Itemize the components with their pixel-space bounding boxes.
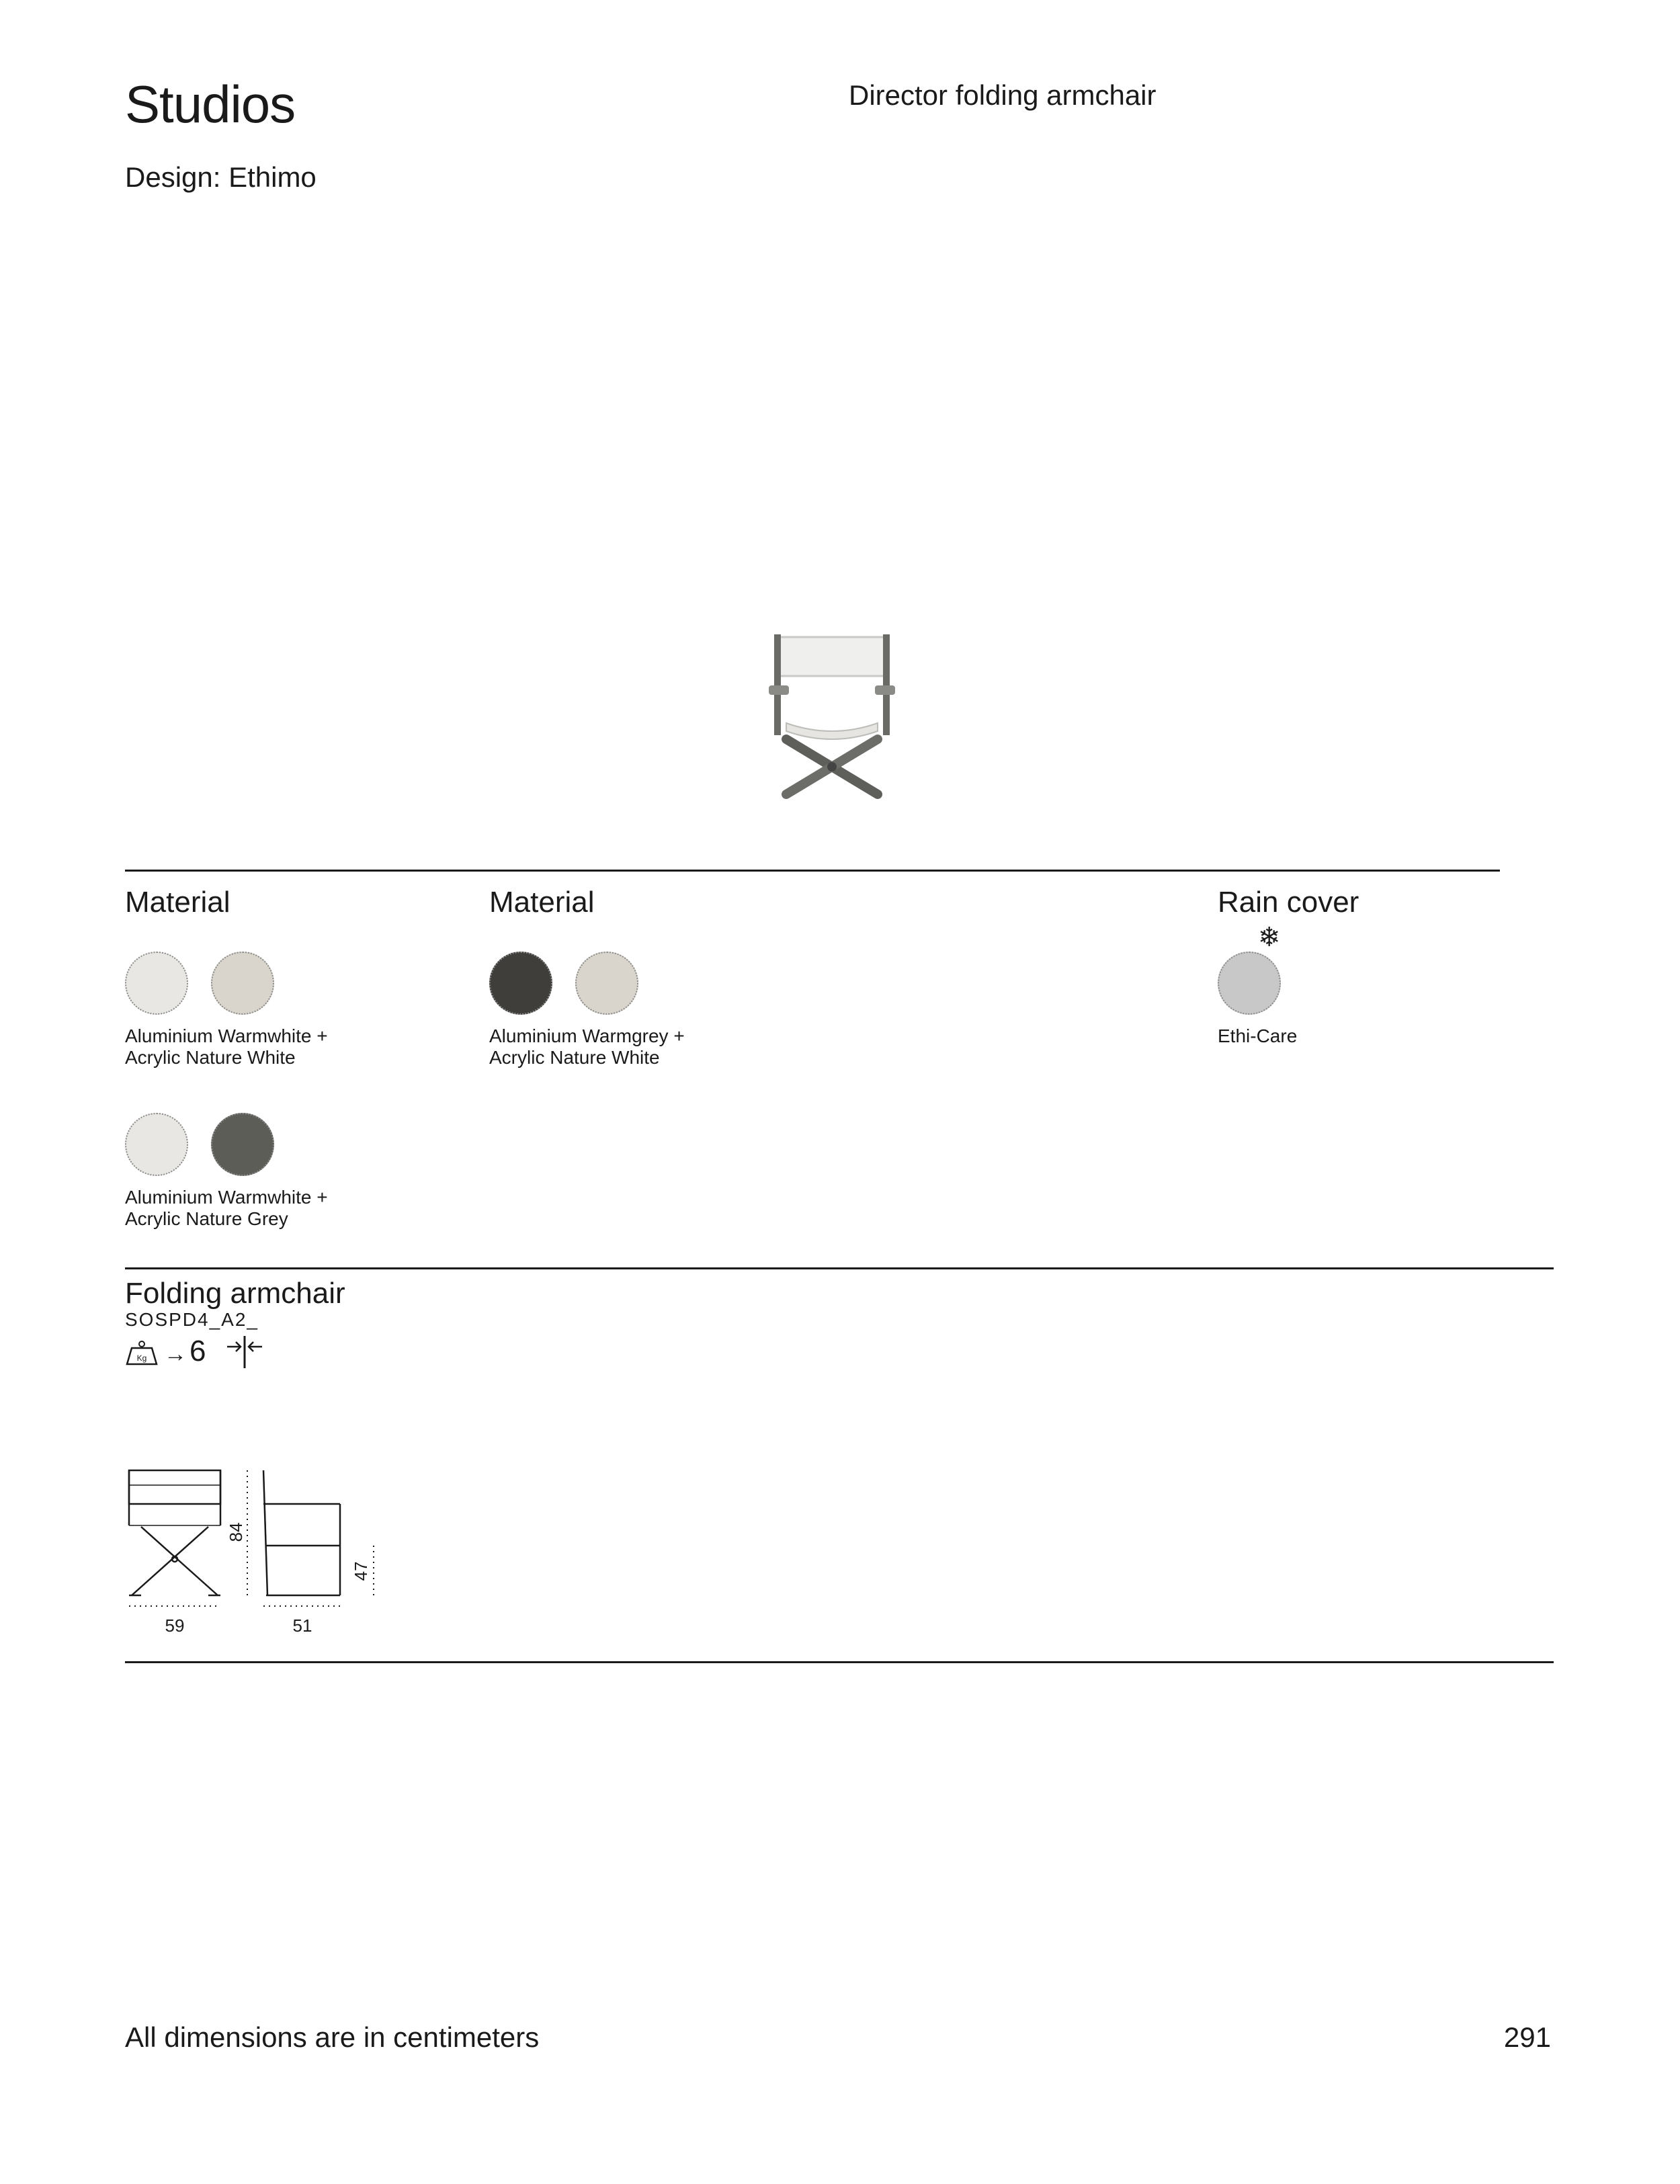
designer-credit: Design: Ethimo: [125, 161, 317, 193]
rain-cover-label: Ethi-Care: [1218, 1025, 1298, 1046]
material-option-line: Aluminium Warmwhite +: [125, 1187, 328, 1208]
side-view-drawing: [263, 1470, 340, 1595]
material-option-label: [489, 1025, 785, 1068]
dimension-depth: 51: [292, 1615, 312, 1636]
dimension-height: 84: [226, 1522, 246, 1542]
front-view-drawing: [129, 1470, 220, 1595]
dimension-width: 59: [165, 1615, 185, 1636]
material-heading-1: Material: [125, 886, 230, 919]
arrow-glyph: →: [164, 1341, 187, 1367]
section-divider: [125, 870, 1500, 872]
material-heading-2: Material: [489, 886, 595, 919]
product-name: Director folding armchair: [849, 79, 1157, 111]
swatch-aluminium-warmwhite[interactable]: [125, 952, 188, 1015]
stack-quantity: 6: [190, 1335, 206, 1368]
model-title: Folding armchair: [125, 1277, 345, 1310]
dimension-seat-height: 47: [351, 1561, 371, 1581]
product-image: [759, 625, 907, 800]
section-divider: [125, 1267, 1554, 1269]
swatch-ethi-care[interactable]: [1218, 952, 1281, 1015]
footer-note: All dimensions are in centimeters: [125, 2021, 540, 2053]
swatch-acrylic-nature-grey[interactable]: [211, 1113, 274, 1176]
swatch-acrylic-nature-white[interactable]: [575, 952, 638, 1015]
material-option-label: [125, 1025, 421, 1068]
rain-cover-heading: Rain cover: [1218, 886, 1359, 919]
folding-icon: [224, 1333, 265, 1371]
brand-title: Studios: [125, 75, 296, 134]
swatch-aluminium-warmwhite[interactable]: [125, 1113, 188, 1176]
weight-icon-label: Kg: [136, 1353, 147, 1363]
material-option-line: Aluminium Warmwhite +: [125, 1025, 328, 1046]
material-option-line: Acrylic Nature Grey: [125, 1208, 288, 1229]
material-option-line: Acrylic Nature White: [489, 1047, 660, 1068]
swatch-aluminium-warmgrey[interactable]: [489, 952, 552, 1015]
material-option-label: [125, 1187, 421, 1230]
page-number: 291: [1503, 2021, 1551, 2053]
material-option-line: Acrylic Nature White: [125, 1047, 296, 1068]
material-option-line: Aluminium Warmgrey +: [489, 1025, 685, 1046]
weight-icon: [125, 1340, 159, 1367]
section-divider: [125, 1661, 1554, 1663]
model-code: SOSPD4_A2_: [125, 1309, 259, 1330]
technical-drawing: [121, 1465, 390, 1646]
snowflake-icon: ❄: [1258, 923, 1281, 952]
swatch-acrylic-nature-white[interactable]: [211, 952, 274, 1015]
